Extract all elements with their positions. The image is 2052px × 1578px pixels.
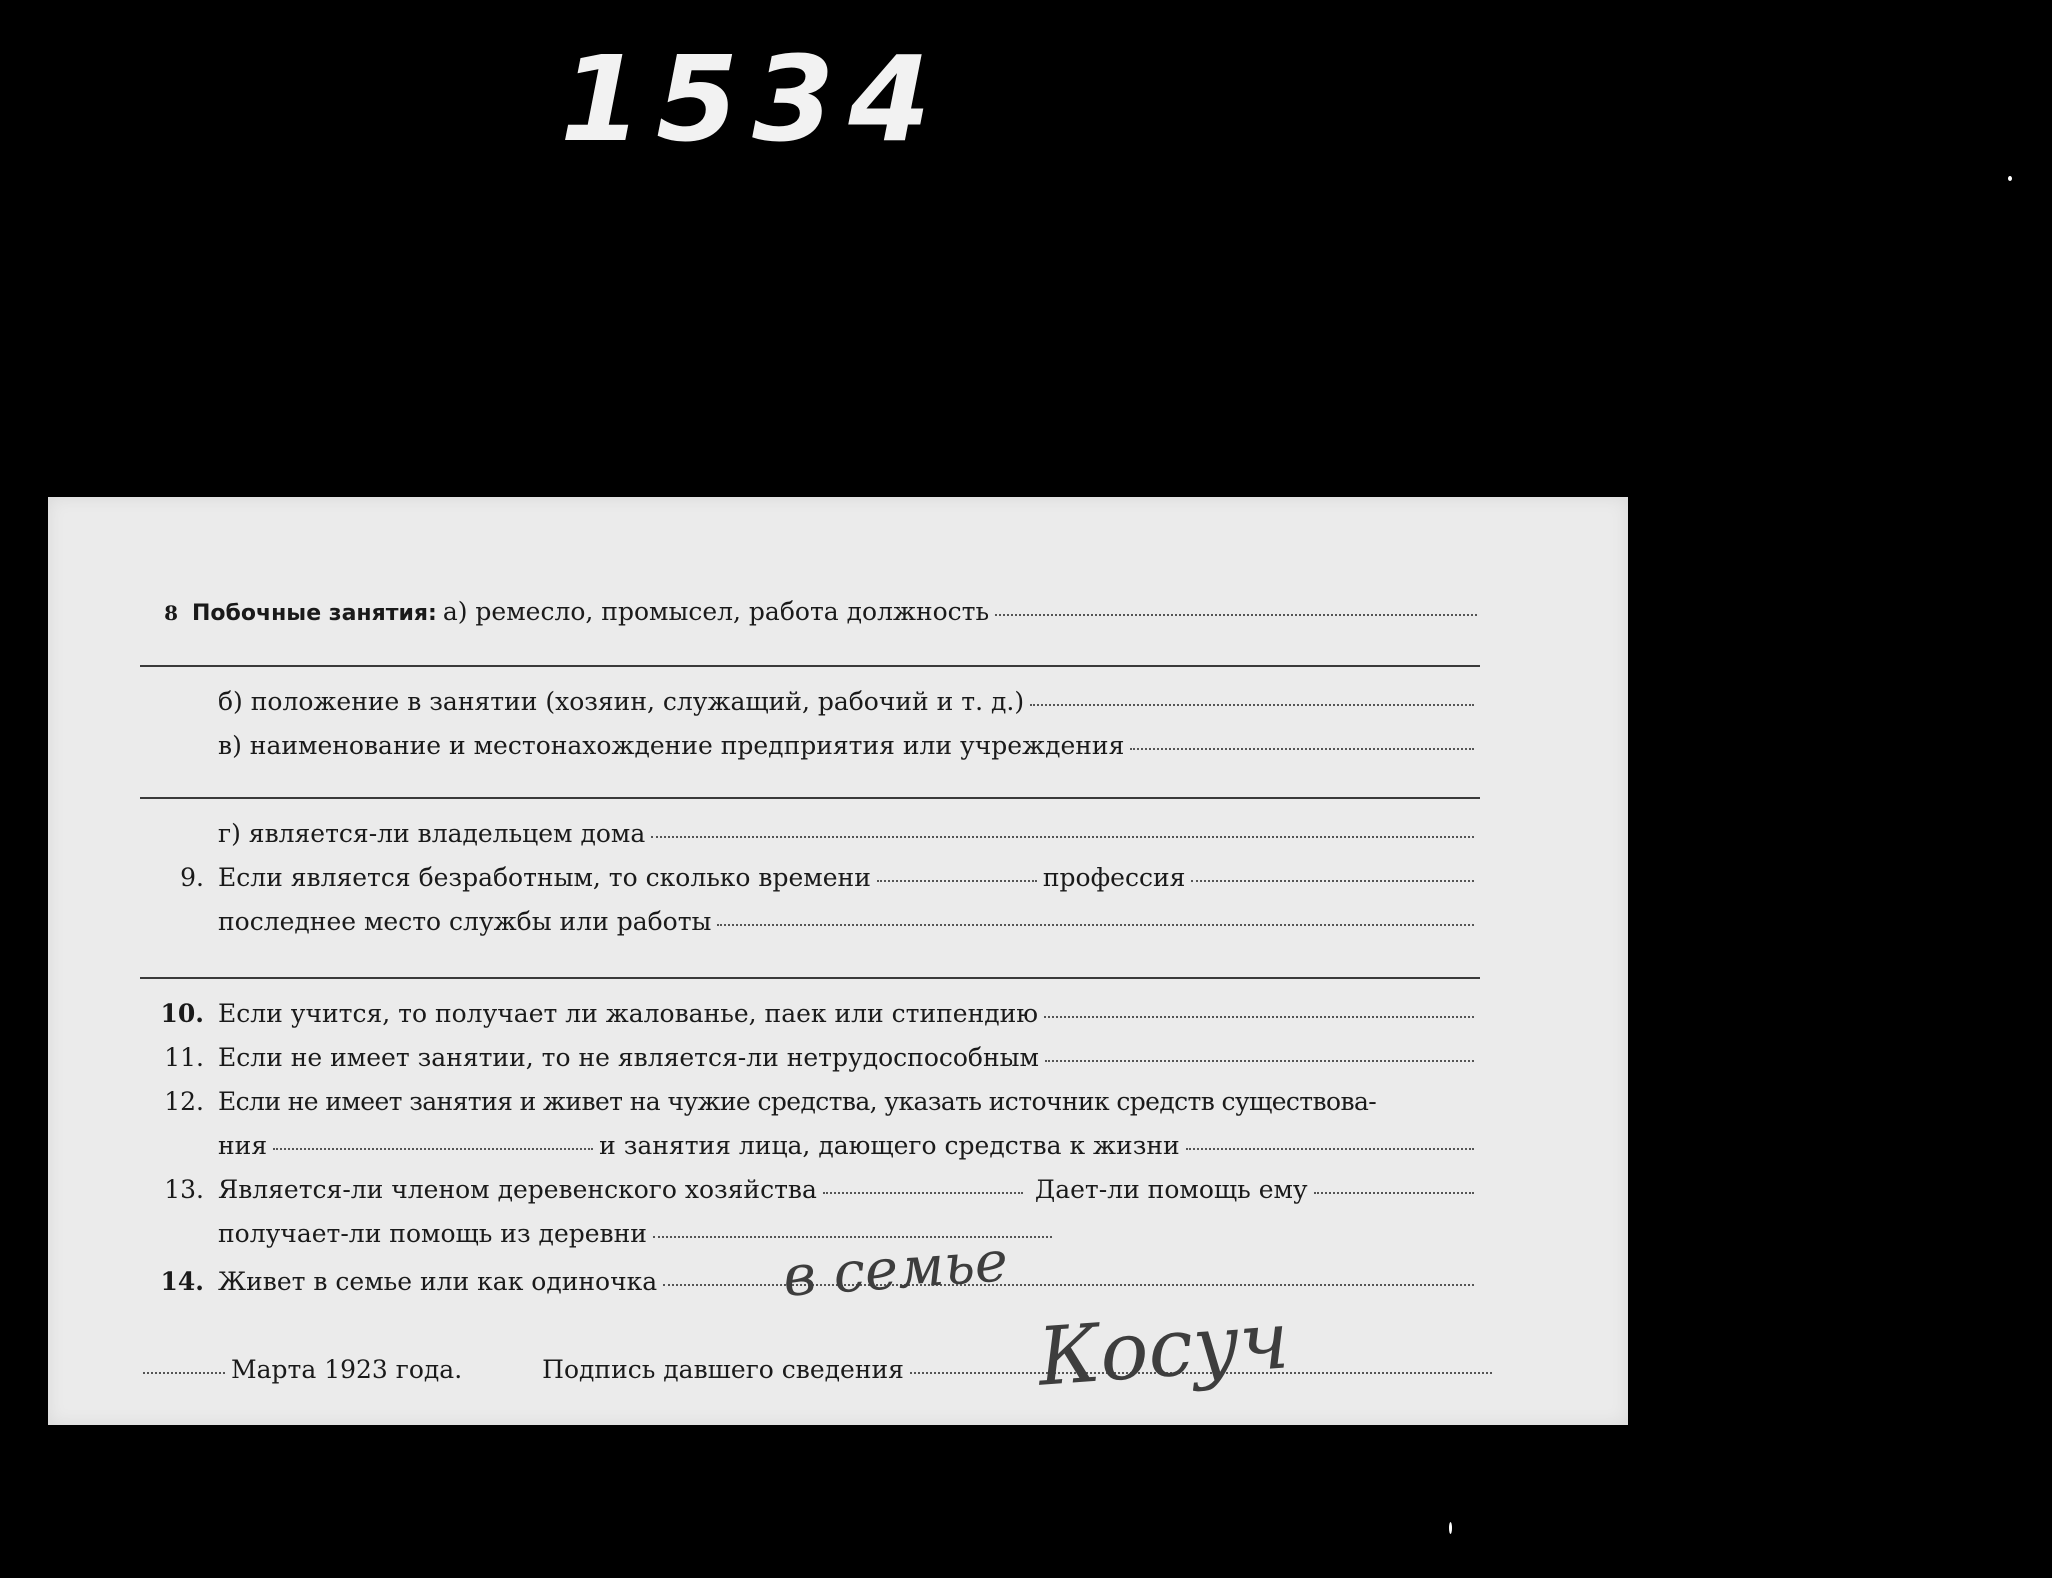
q13-label: Является-ли членом деревенского хозяйства	[218, 1175, 817, 1204]
q14-handwritten-answer: в семье	[781, 1229, 1010, 1310]
q10-row	[158, 999, 1480, 1028]
footer-date: Марта 1923 года.	[231, 1355, 463, 1384]
footer-day-field[interactable]	[143, 1372, 225, 1374]
q11-field[interactable]	[1045, 1060, 1474, 1062]
footer-row	[143, 1355, 1498, 1384]
q8-row-g	[218, 819, 1480, 848]
q11-row	[158, 1043, 1480, 1072]
q13-number: 13.	[164, 1175, 204, 1204]
q14-number: 14.	[160, 1267, 204, 1296]
q10-label: Если учится, то получает ли жалованье, паек или стипендию	[218, 999, 1039, 1028]
q9-profession-field[interactable]	[1191, 880, 1474, 882]
q12-number: 12.	[164, 1087, 204, 1116]
footer-signature-label: Подпись давшего сведения	[542, 1355, 904, 1384]
q14-label: Живет в семье или как одиночка	[218, 1267, 658, 1296]
q13-help-receive-label: получает-ли помощь из деревни	[218, 1219, 647, 1248]
q8-row-b	[218, 687, 1480, 716]
q9-last-place-field[interactable]	[717, 924, 1474, 926]
q13-help-give-field[interactable]	[1314, 1192, 1474, 1194]
q9-row	[158, 863, 1480, 892]
q10-number: 10.	[160, 999, 204, 1028]
handwritten-signature: Косуч	[1035, 1293, 1293, 1404]
q12-cont-row	[218, 1131, 1480, 1160]
q12-cont-a: ния	[218, 1131, 268, 1160]
q8-g-label: г) является-ли владельцем дома	[218, 819, 646, 848]
q8-number: 8	[164, 601, 178, 625]
q9-last-place-row	[218, 907, 1480, 936]
q8-v-continuation-line[interactable]	[140, 797, 1480, 799]
q11-label: Если не имеет занятии, то не является-ли нетрудоспособным	[218, 1043, 1039, 1072]
q8-g-field[interactable]	[651, 836, 1474, 838]
q13-help-give-label: Дает-ли помощь ему	[1034, 1175, 1308, 1204]
q12-row	[158, 1087, 1498, 1116]
film-speck	[2008, 176, 2012, 181]
q12-label: Если не имеет занятия и живет на чужие средства, указать источник средств существова-	[218, 1087, 1377, 1116]
q9-number: 9.	[180, 863, 204, 892]
q10-field[interactable]	[1044, 1016, 1474, 1018]
census-form-card	[48, 497, 1628, 1425]
q9-continuation-line[interactable]	[140, 977, 1480, 979]
q8-a-label: а) ремесло, промысел, работа должность	[442, 597, 990, 626]
q8-a-field[interactable]	[995, 614, 1477, 616]
q12-source-field[interactable]	[273, 1148, 593, 1150]
q12-occupation-field[interactable]	[1186, 1148, 1474, 1150]
q8-a-continuation-line[interactable]	[140, 665, 1480, 667]
q12-cont-b: и занятия лица, дающего средства к жизни	[599, 1131, 1180, 1160]
q8-v-label: в) наименование и местонахождение предприятия или учреждения	[218, 731, 1125, 760]
q9-duration-field[interactable]	[877, 880, 1037, 882]
q9-label: Если является безработным, то сколько времени	[218, 863, 871, 892]
q13-row	[158, 1175, 1480, 1204]
q8-v-field[interactable]	[1130, 748, 1474, 750]
q9-last-place-label: последнее место службы или работы	[218, 907, 712, 936]
q8-b-field[interactable]	[1030, 704, 1474, 706]
q13-member-field[interactable]	[823, 1192, 1023, 1194]
frame-number: 1534	[560, 30, 945, 168]
q11-number: 11.	[164, 1043, 204, 1072]
film-speck	[1449, 1522, 1452, 1534]
q8-b-label: б) положение в занятии (хозяин, служащий, рабочий и т. д.)	[218, 687, 1025, 716]
q8-row-a	[158, 597, 1483, 626]
q8-title: Побочные занятия:	[192, 601, 437, 626]
q9-profession-label: профессия	[1042, 863, 1186, 892]
q8-row-v	[218, 731, 1480, 760]
